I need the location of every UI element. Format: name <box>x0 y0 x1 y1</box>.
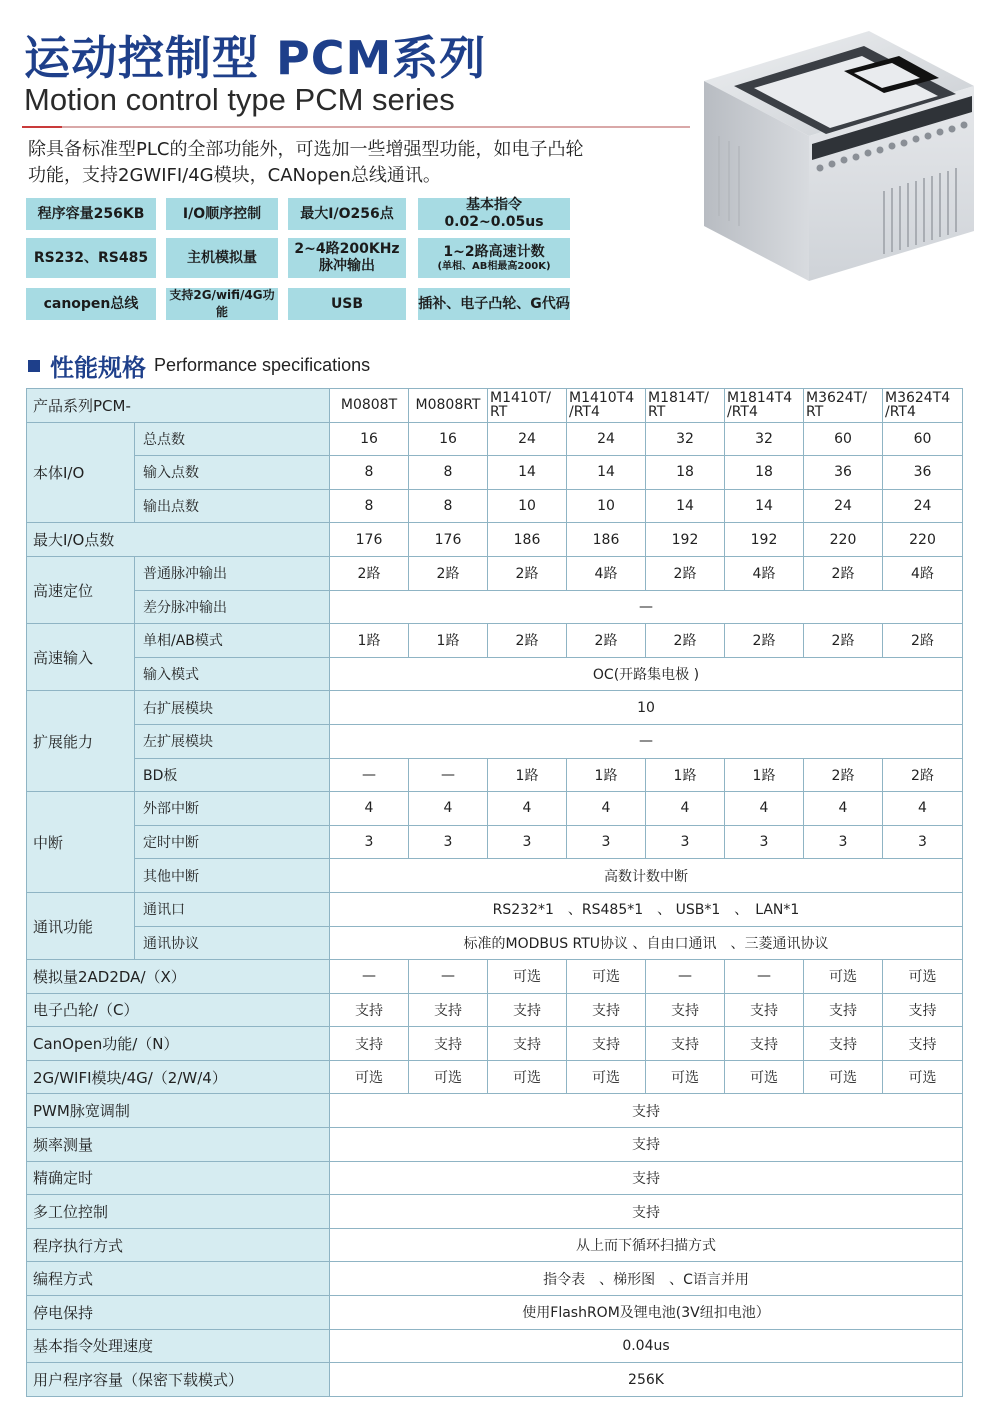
value-cell: 4 <box>488 792 567 826</box>
value-cell: 24 <box>488 422 567 456</box>
group-label: 本体I/O <box>27 422 135 523</box>
group-label: 高速定位 <box>27 556 135 623</box>
row-label: 基本指令处理速度 <box>27 1329 330 1363</box>
value-cell: 2路 <box>725 624 804 658</box>
value-cell: 1路 <box>330 624 409 658</box>
value-cell: 支持 <box>488 1027 567 1061</box>
value-cell: 186 <box>488 523 567 557</box>
value-cell: 2路 <box>488 556 567 590</box>
row-label: 频率测量 <box>27 1128 330 1162</box>
value-cell-merged: — <box>330 724 963 758</box>
value-cell: 60 <box>804 422 883 456</box>
value-cell: 3 <box>488 825 567 859</box>
model-header <box>725 389 804 423</box>
model-name: M1410T4 <box>569 390 635 407</box>
value-cell: 可选 <box>567 1060 646 1094</box>
value-cell: 10 <box>567 489 646 523</box>
value-cell: 可选 <box>883 960 963 994</box>
value-cell-merged: 支持 <box>330 1161 963 1195</box>
value-cell: 1路 <box>488 758 567 792</box>
feature-sublabel: (单相、AB相最高200K) <box>437 260 551 272</box>
table-row <box>27 859 963 893</box>
value-cell: 3 <box>646 825 725 859</box>
value-cell: 支持 <box>409 1027 488 1061</box>
table-row <box>27 489 963 523</box>
value-cell: 3 <box>804 825 883 859</box>
value-cell: 18 <box>646 456 725 490</box>
model-header <box>330 389 409 423</box>
row-label: 模拟量2AD2DA/（X） <box>27 960 330 994</box>
feature-badge <box>26 198 156 230</box>
value-cell: 24 <box>883 489 963 523</box>
sub-label: BD板 <box>135 758 330 792</box>
value-cell: 3 <box>725 825 804 859</box>
value-cell-merged: 10 <box>330 691 963 725</box>
feature-label: 插补、电子凸轮、G代码 <box>418 295 570 312</box>
table-row <box>27 1161 963 1195</box>
value-cell: 可选 <box>409 1060 488 1094</box>
row-label: 编程方式 <box>27 1262 330 1296</box>
table-row <box>27 422 963 456</box>
value-cell: 支持 <box>883 993 963 1027</box>
value-cell: 可选 <box>646 1060 725 1094</box>
value-cell: 可选 <box>804 1060 883 1094</box>
value-cell: 2路 <box>646 624 725 658</box>
value-cell: 186 <box>567 523 646 557</box>
model-header <box>567 389 646 423</box>
model-name-line2: RT <box>490 404 508 421</box>
model-name: M3624T/ <box>806 390 867 407</box>
value-cell: 60 <box>883 422 963 456</box>
model-name-line2: /RT4 <box>569 404 600 421</box>
sub-label: 左扩展模块 <box>135 724 330 758</box>
value-cell: 支持 <box>330 993 409 1027</box>
page-subtitle: Motion control type PCM series <box>24 82 455 117</box>
value-cell: 4 <box>567 792 646 826</box>
value-cell-merged: 支持 <box>330 1195 963 1229</box>
value-cell: 10 <box>488 489 567 523</box>
value-cell: — <box>330 758 409 792</box>
page-title: 运动控制型 PCM系列 <box>24 31 487 85</box>
table-row <box>27 1329 963 1363</box>
feature-badge <box>166 238 278 278</box>
section-title-cn: 性能规格 <box>50 354 146 382</box>
feature-label: 支持2G/wifi/4G功能 <box>169 288 275 319</box>
table-row <box>27 523 963 557</box>
table-row <box>27 590 963 624</box>
feature-label-line2: 脉冲输出 <box>319 258 375 274</box>
feature-badge <box>288 238 406 278</box>
value-cell: 8 <box>409 489 488 523</box>
feature-badge <box>418 198 570 230</box>
feature-badge <box>26 288 156 320</box>
table-row <box>27 691 963 725</box>
table-row <box>27 657 963 691</box>
value-cell: 支持 <box>409 993 488 1027</box>
value-cell: 8 <box>409 456 488 490</box>
table-row <box>27 1296 963 1330</box>
value-cell: 8 <box>330 489 409 523</box>
value-cell-merged: 支持 <box>330 1094 963 1128</box>
sub-label: 单相/AB模式 <box>135 624 330 658</box>
value-cell: 14 <box>567 456 646 490</box>
spec-table-body <box>27 389 963 1397</box>
row-label: CanOpen功能/（N） <box>27 1027 330 1061</box>
value-cell-merged: 使用FlashROM及锂电池(3V纽扣电池） <box>330 1296 963 1330</box>
value-cell: 支持 <box>804 993 883 1027</box>
value-cell: 16 <box>409 422 488 456</box>
value-cell: 4路 <box>883 556 963 590</box>
feature-label: RS232、RS485 <box>33 249 149 266</box>
feature-label: 主机模拟量 <box>187 249 257 266</box>
value-cell-merged: 高数计数中断 <box>330 859 963 893</box>
plc-product-image <box>694 26 984 306</box>
row-label: 程序执行方式 <box>27 1228 330 1262</box>
value-cell: 14 <box>488 456 567 490</box>
feature-label: 2~4路200KHz <box>294 241 400 257</box>
section-heading <box>28 348 370 383</box>
model-name: M1410T/ <box>490 390 551 407</box>
value-cell: 8 <box>330 456 409 490</box>
sub-label: 输入点数 <box>135 456 330 490</box>
section-bullet <box>28 360 40 372</box>
value-cell-merged: 支持 <box>330 1128 963 1162</box>
sub-label: 外部中断 <box>135 792 330 826</box>
table-row <box>27 792 963 826</box>
value-cell: 支持 <box>725 993 804 1027</box>
value-cell: 2路 <box>804 758 883 792</box>
value-cell-merged: RS232*1 、RS485*1 、 USB*1 、 LAN*1 <box>330 892 963 926</box>
value-cell: — <box>409 960 488 994</box>
feature-badge <box>166 198 278 230</box>
model-header <box>409 389 488 423</box>
model-name: M0808T <box>340 397 398 414</box>
value-cell: 2路 <box>409 556 488 590</box>
table-row <box>27 389 963 423</box>
table-row <box>27 456 963 490</box>
feature-badge <box>288 288 406 320</box>
value-cell: — <box>646 960 725 994</box>
row-label: 最大I/O点数 <box>27 523 330 557</box>
value-cell: 176 <box>330 523 409 557</box>
value-cell: — <box>409 758 488 792</box>
value-cell: 1路 <box>725 758 804 792</box>
value-cell: 3 <box>567 825 646 859</box>
sub-label: 右扩展模块 <box>135 691 330 725</box>
sub-label: 其他中断 <box>135 859 330 893</box>
value-cell: 24 <box>567 422 646 456</box>
feature-badge <box>166 288 278 320</box>
sub-label: 总点数 <box>135 422 330 456</box>
model-name-line2: /RT4 <box>885 404 916 421</box>
value-cell: 36 <box>804 456 883 490</box>
value-cell: 支持 <box>330 1027 409 1061</box>
sub-label: 输入模式 <box>135 657 330 691</box>
table-row <box>27 1195 963 1229</box>
value-cell: 4 <box>725 792 804 826</box>
model-header <box>488 389 567 423</box>
value-cell: 支持 <box>567 993 646 1027</box>
value-cell: 4 <box>409 792 488 826</box>
sub-label: 通讯口 <box>135 892 330 926</box>
table-row <box>27 1094 963 1128</box>
value-cell: 4路 <box>725 556 804 590</box>
feature-label: 最大I/O256点 <box>300 205 394 222</box>
value-cell-merged: 从上而下循环扫描方式 <box>330 1228 963 1262</box>
model-header <box>646 389 725 423</box>
table-row <box>27 1363 963 1397</box>
model-name: M1814T4 <box>727 390 793 407</box>
value-cell: — <box>330 960 409 994</box>
row-label: 2G/WIFI模块/4G/（2/W/4） <box>27 1060 330 1094</box>
row-label: 多工位控制 <box>27 1195 330 1229</box>
value-cell: 4 <box>883 792 963 826</box>
group-label: 扩展能力 <box>27 691 135 792</box>
row-label: 电子凸轮/（C） <box>27 993 330 1027</box>
feature-label: USB <box>330 295 364 312</box>
value-cell: 3 <box>409 825 488 859</box>
table-row <box>27 926 963 960</box>
sub-label: 定时中断 <box>135 825 330 859</box>
value-cell: 24 <box>804 489 883 523</box>
value-cell: — <box>725 960 804 994</box>
value-cell-merged: — <box>330 590 963 624</box>
value-cell-merged: 256K <box>330 1363 963 1397</box>
sub-label: 普通脉冲输出 <box>135 556 330 590</box>
value-cell: 36 <box>883 456 963 490</box>
value-cell: 可选 <box>883 1060 963 1094</box>
table-row <box>27 892 963 926</box>
group-label: 中断 <box>27 792 135 893</box>
value-cell: 2路 <box>488 624 567 658</box>
value-cell: 1路 <box>646 758 725 792</box>
table-row <box>27 1228 963 1262</box>
value-cell: 1路 <box>409 624 488 658</box>
value-cell: 14 <box>646 489 725 523</box>
value-cell: 支持 <box>646 993 725 1027</box>
value-cell: 2路 <box>804 624 883 658</box>
value-cell: 2路 <box>883 624 963 658</box>
value-cell: 支持 <box>725 1027 804 1061</box>
value-cell: 4路 <box>567 556 646 590</box>
value-cell: 2路 <box>883 758 963 792</box>
value-cell: 1路 <box>567 758 646 792</box>
value-cell-merged: 指令表 、梯形图 、C语言并用 <box>330 1262 963 1296</box>
value-cell: 18 <box>725 456 804 490</box>
row-label: 用户程序容量（保密下载模式） <box>27 1363 330 1397</box>
value-cell: 176 <box>409 523 488 557</box>
value-cell: 支持 <box>646 1027 725 1061</box>
group-label: 通讯功能 <box>27 892 135 959</box>
model-name: M1814T/ <box>648 390 709 407</box>
value-cell: 支持 <box>488 993 567 1027</box>
table-row <box>27 993 963 1027</box>
series-label: 产品系列PCM- <box>27 389 330 423</box>
section-title-en: Performance specifications <box>154 355 371 375</box>
value-cell: 16 <box>330 422 409 456</box>
value-cell: 3 <box>330 825 409 859</box>
model-name: M3624T4 <box>885 390 951 407</box>
value-cell: 192 <box>725 523 804 557</box>
spec-table <box>26 388 963 1397</box>
feature-badge <box>418 288 570 320</box>
value-cell: 32 <box>646 422 725 456</box>
value-cell: 可选 <box>488 960 567 994</box>
model-name-line2: RT <box>648 404 666 421</box>
feature-label: 基本指令0.02~0.05us <box>444 197 544 230</box>
feature-label: 1~2路高速计数 <box>443 243 545 260</box>
value-cell: 220 <box>804 523 883 557</box>
table-row <box>27 624 963 658</box>
sub-label: 通讯协议 <box>135 926 330 960</box>
value-cell-merged: 标准的MODBUS RTU协议 、自由口通讯 、三菱通讯协议 <box>330 926 963 960</box>
value-cell: 4 <box>330 792 409 826</box>
value-cell: 支持 <box>804 1027 883 1061</box>
value-cell: 可选 <box>804 960 883 994</box>
row-label: 停电保持 <box>27 1296 330 1330</box>
table-row <box>27 1128 963 1162</box>
value-cell: 可选 <box>330 1060 409 1094</box>
table-row <box>27 556 963 590</box>
sub-label: 差分脉冲输出 <box>135 590 330 624</box>
feature-badge <box>26 238 156 278</box>
value-cell: 220 <box>883 523 963 557</box>
value-cell: 4 <box>804 792 883 826</box>
value-cell-merged: OC(开路集电极 ) <box>330 657 963 691</box>
value-cell-merged: 0.04us <box>330 1329 963 1363</box>
table-row <box>27 1262 963 1296</box>
value-cell: 3 <box>883 825 963 859</box>
model-header <box>883 389 963 423</box>
value-cell: 4 <box>646 792 725 826</box>
feature-label: I/O顺序控制 <box>182 205 262 222</box>
value-cell: 2路 <box>567 624 646 658</box>
table-row <box>27 825 963 859</box>
table-row <box>27 960 963 994</box>
value-cell: 2路 <box>804 556 883 590</box>
row-label: 精确定时 <box>27 1161 330 1195</box>
table-row <box>27 724 963 758</box>
model-name: M0808RT <box>415 397 481 414</box>
value-cell: 14 <box>725 489 804 523</box>
value-cell: 支持 <box>883 1027 963 1061</box>
model-name-line2: /RT4 <box>727 404 758 421</box>
value-cell: 可选 <box>567 960 646 994</box>
value-cell: 192 <box>646 523 725 557</box>
value-cell: 可选 <box>725 1060 804 1094</box>
table-row <box>27 1027 963 1061</box>
feature-label: canopen总线 <box>43 295 139 312</box>
group-label: 高速输入 <box>27 624 135 691</box>
row-label: PWM脉宽调制 <box>27 1094 330 1128</box>
value-cell: 32 <box>725 422 804 456</box>
feature-badge <box>418 238 570 278</box>
value-cell: 支持 <box>567 1027 646 1061</box>
table-row <box>27 1060 963 1094</box>
sub-label: 输出点数 <box>135 489 330 523</box>
intro-text: 除具备标准型PLC的全部功能外，可选加一些增强型功能，如电子凸轮功能，支持2GWIFI/4G模块，CANopen总线通讯。 <box>28 139 584 186</box>
table-row <box>27 758 963 792</box>
model-name-line2: RT <box>806 404 824 421</box>
feature-badge <box>288 198 406 230</box>
title-divider <box>22 126 690 128</box>
feature-label: 程序容量256KB <box>37 205 145 222</box>
value-cell: 2路 <box>646 556 725 590</box>
value-cell: 2路 <box>330 556 409 590</box>
model-header <box>804 389 883 423</box>
value-cell: 可选 <box>488 1060 567 1094</box>
